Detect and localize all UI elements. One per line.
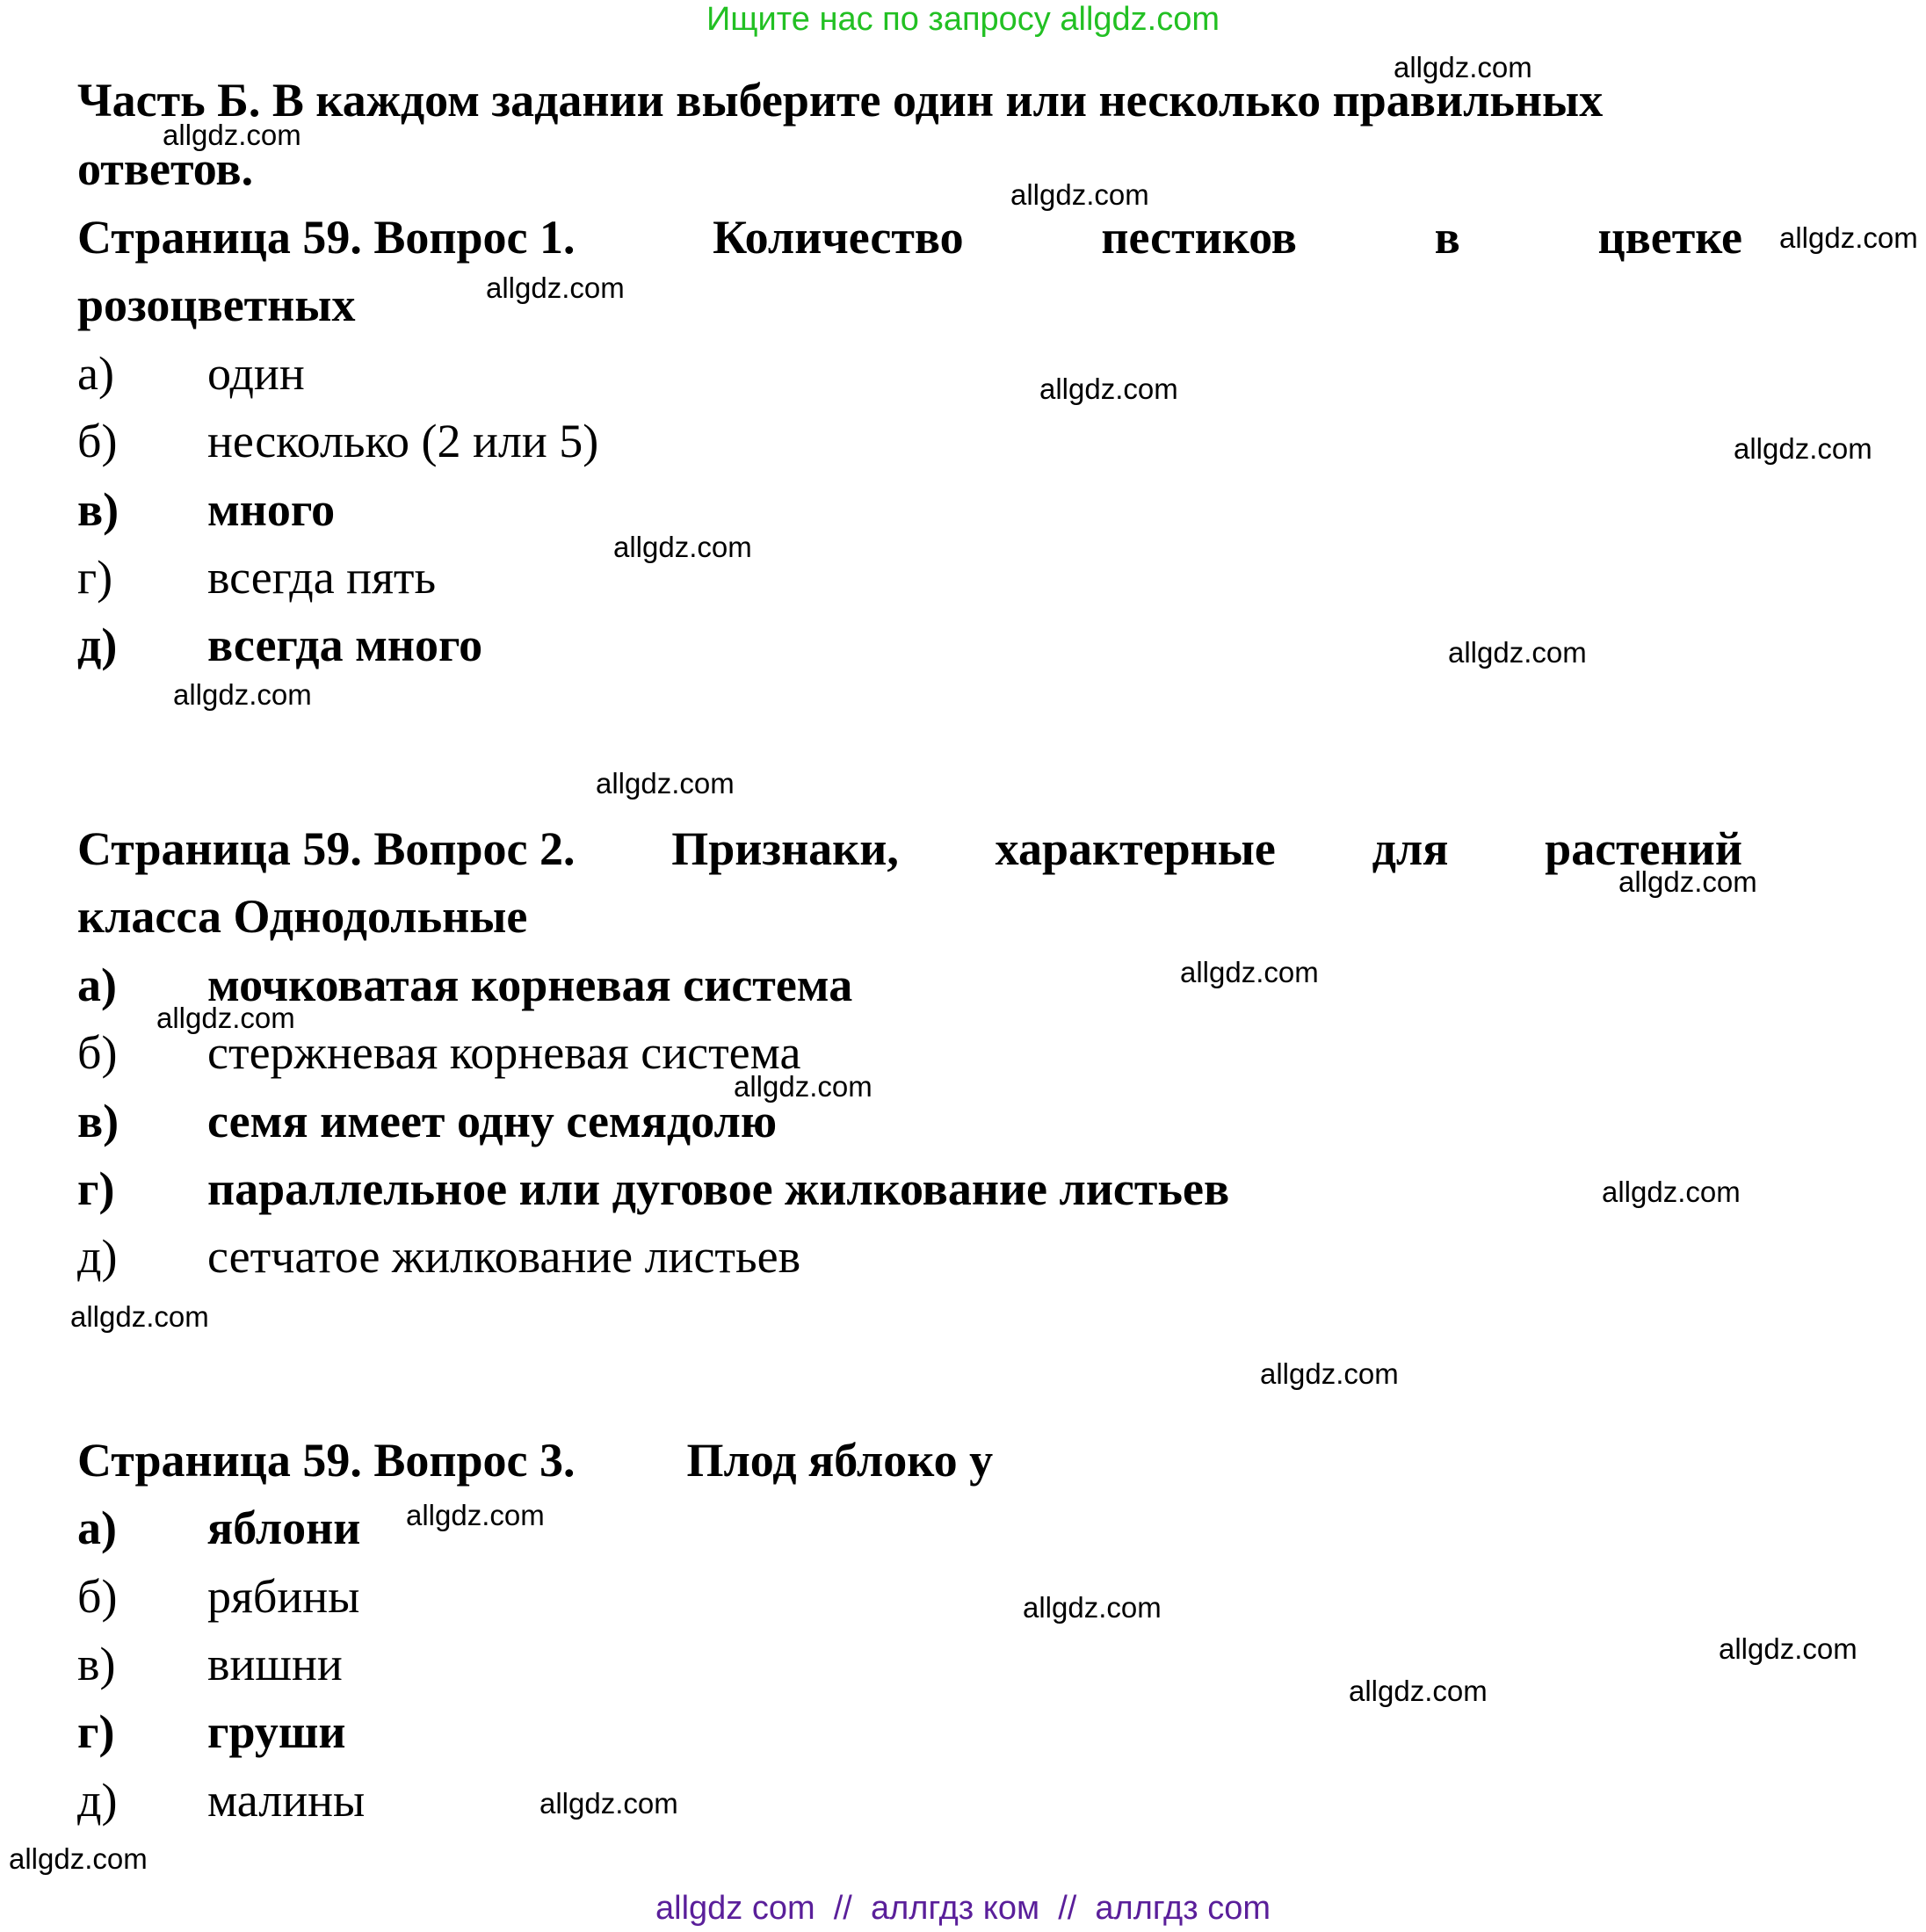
watermark: allgdz.com (1448, 636, 1587, 669)
option-text: яблони (207, 1501, 361, 1554)
option-letter: г) (77, 1162, 115, 1215)
option-text: параллельное или дуговое жилкование листьев (207, 1162, 1230, 1215)
question-2-word-1: Признаки, (671, 822, 899, 875)
question-1-label: Страница 59. Вопрос 1. (77, 211, 576, 264)
question-1-word-3: в (1434, 211, 1460, 264)
watermark: allgdz.com (1602, 1176, 1741, 1208)
option-text: сетчатое жилкование листьев (207, 1230, 801, 1283)
question-3-title (77, 1432, 993, 1488)
question-1-title (77, 209, 1742, 333)
watermark: allgdz.com (1394, 51, 1532, 83)
watermark: allgdz.com (156, 1002, 295, 1034)
watermark: allgdz.com (1779, 221, 1918, 254)
question-2-word-3: для (1372, 822, 1449, 875)
part-heading-line2: ответов. (77, 142, 254, 195)
question-1-word-1: Количество (713, 211, 964, 264)
watermark: allgdz.com (1260, 1357, 1399, 1390)
question-3-word-1: Плод яблоко у (686, 1434, 994, 1487)
watermark: allgdz.com (406, 1499, 545, 1531)
question-2-title (77, 821, 1742, 944)
watermark: allgdz.com (613, 531, 752, 563)
option-letter: а) (77, 347, 114, 400)
option-text: малины (207, 1774, 366, 1827)
question-2-word-2: характерные (995, 822, 1276, 875)
option-letter: г) (77, 1705, 115, 1758)
option-letter: б) (77, 1026, 118, 1079)
part-heading-line1: Часть Б. В каждом задании выберите один или несколько правильных (77, 74, 1604, 127)
option-letter: в) (77, 483, 119, 536)
watermark: allgdz.com (734, 1070, 872, 1103)
option-letter: д) (77, 619, 118, 671)
watermark: allgdz.com (9, 1842, 148, 1875)
option-text: вишни (207, 1638, 343, 1690)
option-text: несколько (2 или 5) (207, 415, 599, 467)
watermark: allgdz.com (1719, 1632, 1857, 1665)
option-text: много (207, 483, 336, 536)
watermark: allgdz.com (486, 271, 625, 304)
watermark: allgdz.com (1010, 178, 1149, 211)
option-text: мочковатая корневая система (207, 959, 853, 1011)
option-letter: г) (77, 551, 113, 604)
option-letter: а) (77, 959, 117, 1011)
question-1-title-line2: розоцветных (77, 279, 356, 331)
option-letter: в) (77, 1095, 119, 1147)
watermark: allgdz.com (1349, 1675, 1488, 1707)
watermark: allgdz.com (1023, 1591, 1162, 1624)
question-2-title-line2: класса Однодольные (77, 890, 528, 943)
watermark: allgdz.com (1734, 432, 1872, 465)
option-letter: д) (77, 1774, 118, 1827)
question-3-label: Страница 59. Вопрос 3. (77, 1434, 576, 1487)
option-text: один (207, 347, 305, 400)
question-1-word-4: цветке (1597, 211, 1742, 264)
option-text: семя имеет одну семядолю (207, 1095, 778, 1147)
question-2-word-4: растений (1545, 822, 1742, 875)
top-banner: Ищите нас по запросу allgdz.com (706, 1, 1220, 38)
watermark: allgdz.com (596, 767, 735, 800)
option-letter: б) (77, 1570, 118, 1623)
option-text: рябины (207, 1570, 360, 1623)
option-text: всегда пять (207, 551, 437, 604)
watermark: allgdz.com (163, 119, 301, 151)
question-2-label: Страница 59. Вопрос 2. (77, 822, 576, 875)
watermark: allgdz.com (70, 1300, 209, 1333)
watermark: allgdz.com (173, 678, 312, 711)
option-letter: в) (77, 1638, 116, 1690)
option-letter: а) (77, 1501, 117, 1554)
option-text: груши (207, 1705, 346, 1758)
option-letter: б) (77, 415, 118, 467)
bottom-banner: allgdz com // аллгдз ком // аллгдз com (655, 1890, 1271, 1927)
watermark: allgdz.com (1618, 865, 1757, 898)
option-text: стержневая корневая система (207, 1026, 801, 1079)
watermark: allgdz.com (1180, 956, 1319, 988)
option-text: всегда много (207, 619, 483, 671)
watermark: allgdz.com (539, 1787, 678, 1820)
watermark: allgdz.com (1039, 373, 1178, 405)
option-letter: д) (77, 1230, 118, 1283)
question-1-word-2: пестиков (1101, 211, 1297, 264)
